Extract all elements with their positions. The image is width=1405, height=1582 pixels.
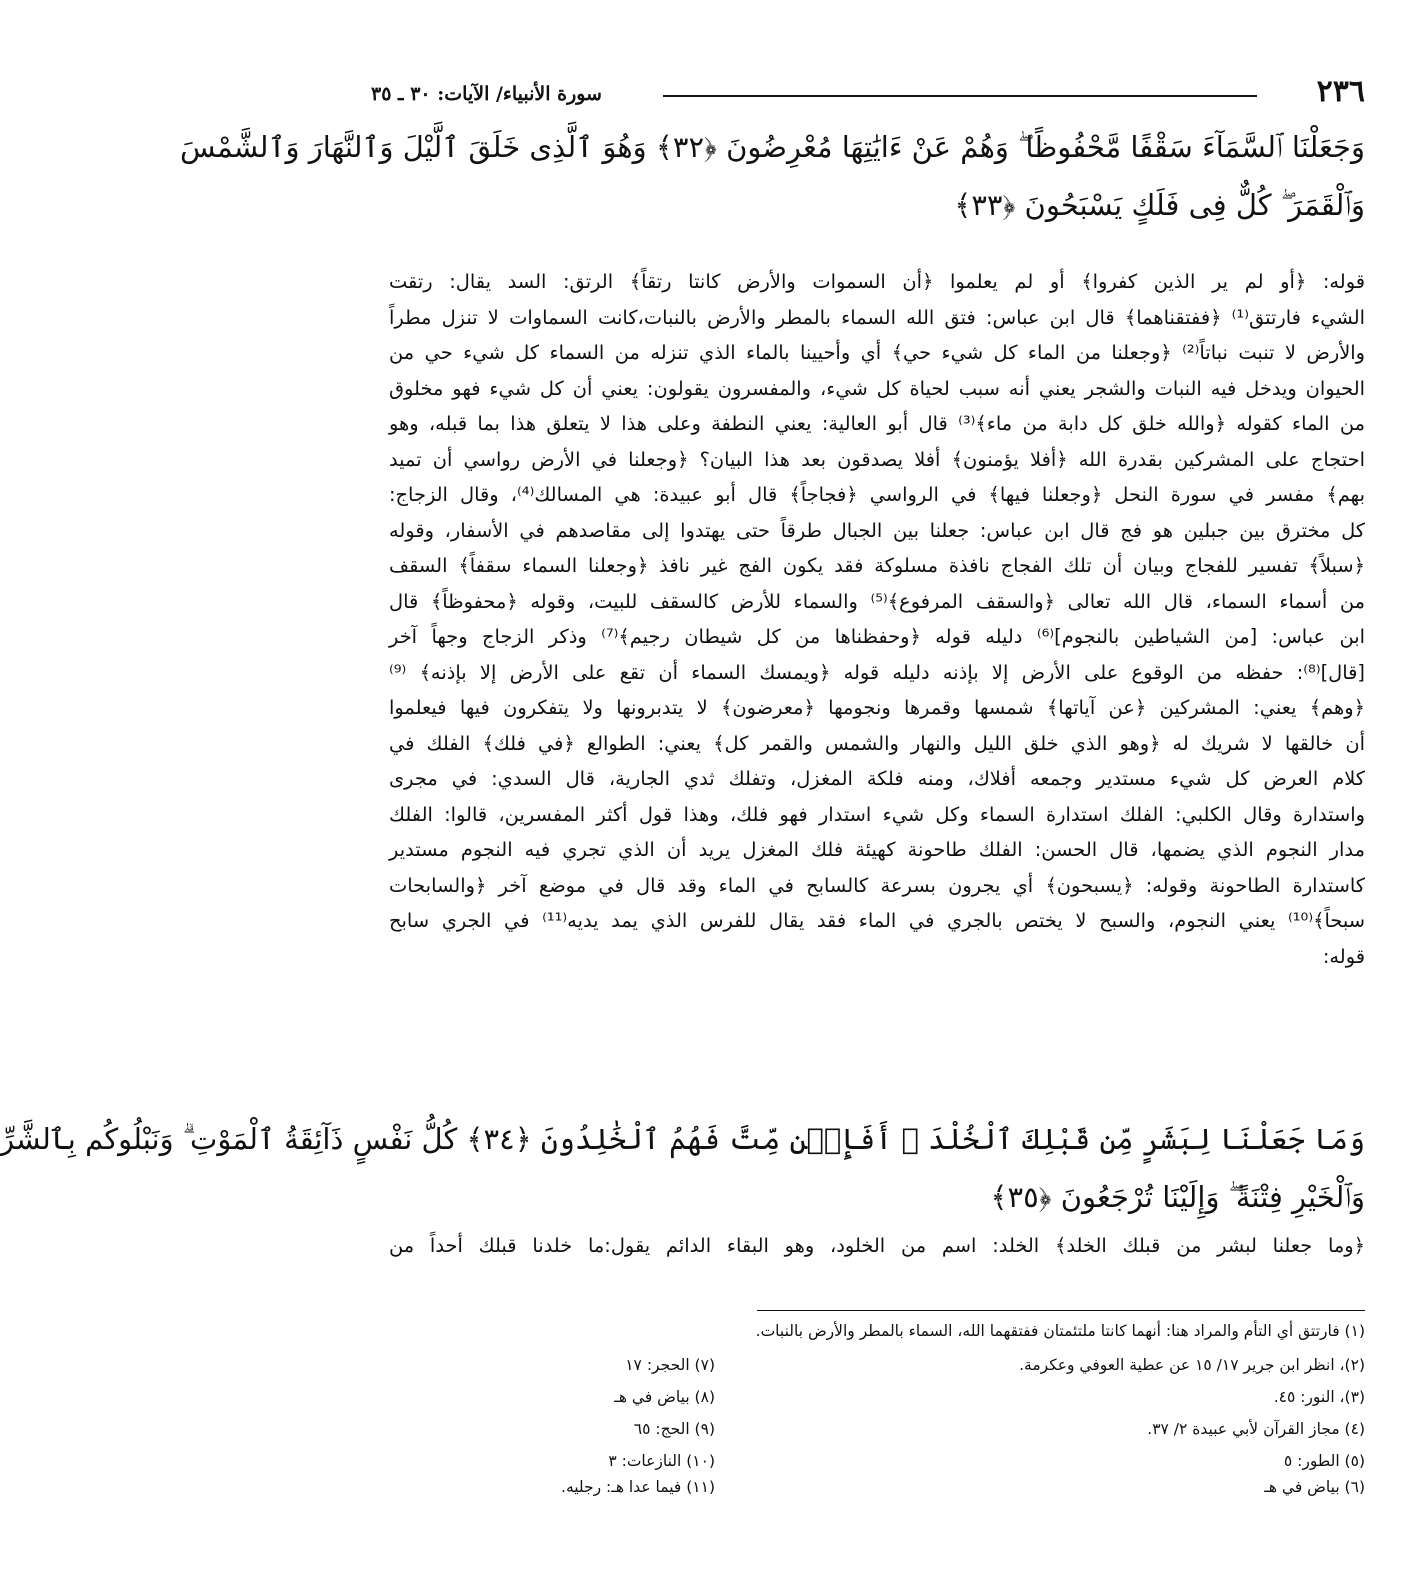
commentary-line: احتجاج على المشركين بقدرة الله ﴿أفلا يؤمنون﴾ أفلا يصدقون بعد هذا البيان؟ ﴿وجعلنا في الأرض رواسي أن تميد — [389, 447, 1365, 471]
footnote-item: (٢)، انظر ابن جرير ١٧/ ١٥ عن عطية العوفي وعكرمة. — [1019, 1356, 1365, 1374]
commentary-line: كلام العرض كل شيء مستدير وجمعه أفلاك، ومنه فلكة المغزل، وتفلك ثدي الجارية، قال السدي: في مجرى — [389, 767, 1365, 790]
commentary-line: كاستدارة الطاحونة وقوله: ﴿يسبحون﴾ أي يجرون بسرعة كالسابح في الماء وقد قال في موضع آخر ﴿والسابحات — [389, 873, 1365, 897]
commentary-line: بهم﴾ مفسر في سورة النحل ﴿وجعلنا فيها﴾ في الرواسي ﴿فجاجاً﴾ قال أبو عبيدة: هي المسالك⁽⁴⁾، وقال الزجاج: — [389, 483, 1365, 506]
commentary-text-2 — [389, 1228, 1365, 1264]
commentary-line: مدار النجوم الذي يضمها، قال الحسن: الفلك طاحونة كهيئة فلك المغزل يريد أن الذي تجري فيه النجوم مستدير — [389, 838, 1365, 861]
commentary-line: واستدارة وقال الكلبي: الفلك استدارة السماء وكل شيء استدار فهو فلك، وهذا قول أكثر المفسرين، قالوا: الفلك — [389, 802, 1365, 826]
footnote-item: (٧) الحجر: ١٧ — [625, 1356, 715, 1374]
footnote-separator — [757, 1310, 1365, 1311]
verse-line: وَٱلْخَيْرِ فِتْنَةً ۖ وَإِلَيْنَا تُرْجَعُونَ ﴿٣٥﴾ — [990, 1180, 1365, 1214]
commentary-line: أن خالقها لا شريك له ﴿وهو الذي خلق الليل والنهار والشمس والقمر كل﴾ يعني: الطوالع ﴿في فلك﴾ الفلك في — [389, 731, 1365, 755]
commentary-line: ﴿وهم﴾ يعني: المشركين ﴿عن آياتها﴾ شمسها وقمرها ونجومها ﴿معرضون﴾ لا يتدبرونها ولا يتفكرون فيها فيعلموا — [389, 696, 1365, 719]
commentary-line: ﴿وما جعلنا لبشر من قبلك الخلد﴾ الخلد: اسم من الخلود، وهو البقاء الدائم يقول:ما خلدنا قبلك أحداً من — [389, 1234, 1365, 1257]
footnotes — [389, 1316, 1365, 1496]
page-number: ٢٣٦ — [1316, 74, 1365, 109]
quran-verse-block-1 — [180, 118, 1365, 234]
commentary-line: ﴿سبلاً﴾ تفسير للفجاج وبيان أن تلك الفجاج نافذة مسلوكة فقد يكون الفج غير نافذ ﴿وجعلنا السماء سقفاً﴾ السقف — [389, 554, 1365, 577]
header-rule — [663, 95, 1257, 97]
footnote-item: (١٠) النازعات: ٣ — [608, 1452, 715, 1470]
footnote-item: (٦) بياض في هـ — [1264, 1478, 1365, 1496]
footnote-item: (٩) الحج: ٦٥ — [633, 1420, 715, 1438]
commentary-line: من أسماء السماء، قال الله تعالى ﴿والسقف المرفوع﴾⁽⁵⁾ والسماء للأرض كالسقف للبيت، وقوله ﴿محفوظاً﴾ قال — [389, 589, 1365, 613]
verse-line: وَمَا جَعَلْنَا لِبَشَرٍ مِّن قَبْلِكَ ٱلْخُلْدَ ۖ أَفَإِي۟ن مِّتَّ فَهُمُ ٱلْخَٰلِدُونَ ﴿٣٤﴾ كُلُّ نَفْسٍ ذَآئِقَةُ ٱلْمَوْتِ ۗ وَنَبْلُوكُم بِٱلشَّرِّ — [0, 1122, 1365, 1156]
footnote-item: (٣)، النور: ٤٥. — [1273, 1388, 1365, 1406]
page-header — [371, 74, 1365, 114]
commentary-text — [389, 264, 1365, 974]
commentary-line: ابن عباس: [من الشياطين بالنجوم]⁽⁶⁾ دليله قوله ﴿وحفظناها من كل شيطان رجيم﴾⁽⁷⁾ وذكر الزجاج وجهاً آخر — [389, 625, 1365, 648]
commentary-line: قوله: — [1322, 944, 1365, 968]
commentary-line: من الماء كقوله ﴿والله خلق كل دابة من ماء﴾⁽³⁾ قال أبو العالية: يعني النطفة وعلى هذا لا يتعلق هذا بما قبله، وهو — [389, 412, 1365, 435]
commentary-line: [قال]⁽⁸⁾: حفظه من الوقوع على الأرض إلا بإذنه دليله قوله ﴿ويمسك السماء أن تقع على الأرض إلا بإذنه﴾ ⁽⁹⁾ — [389, 660, 1365, 684]
commentary-line: قوله: ﴿أو لم ير الذين كفروا﴾ أو لم يعلموا ﴿أن السموات والأرض كانتا رتقاً﴾ الرتق: السد يقال: رتقت — [389, 270, 1365, 293]
quran-verse-block-2 — [0, 1110, 1365, 1226]
footnote-item: (٨) بياض في هـ — [614, 1388, 715, 1406]
commentary-line: سبحاً﴾⁽¹⁰⁾ يعني النجوم، والسبح لا يختص بالجري في الماء فقد يقال للفرس الذي يمد يديه⁽¹¹⁾ في الجري سابح — [389, 909, 1365, 932]
footnote-item: (٤) مجاز القرآن لأبي عبيدة ٢/ ٣٧. — [1147, 1420, 1365, 1438]
commentary-line: الشيء فارتتق⁽¹⁾ ﴿ففتقناهما﴾ قال ابن عباس: فتق الله السماء بالمطر والأرض بالنبات،كانت السماوات لا تنزل مطراً — [389, 305, 1365, 329]
verse-line: وَجَعَلْنَا ٱلسَّمَآءَ سَقْفًا مَّحْفُوظًا ۖ وَهُمْ عَنْ ءَايَٰتِهَا مُعْرِضُونَ ﴿٣٢﴾ وَهُوَ ٱلَّذِى خَلَقَ ٱلَّيْلَ وَٱلنَّهَارَ وَٱلشَّمْسَ — [180, 130, 1365, 164]
running-head: سورة الأنبياء/ الآيات: ٣٠ ـ ٣٥ — [371, 83, 602, 105]
commentary-line: كل مخترق بين جبلين هو فج قال ابن عباس: جعلنا بين الجبال طرقاً حتى يهتدوا إلى مقاصدهم في الأسفار، وقوله — [389, 518, 1365, 542]
verse-line: وَٱلْقَمَرَ ۖ كُلٌّ فِى فَلَكٍ يَسْبَحُونَ ﴿٣٣﴾ — [954, 188, 1365, 222]
footnote-item: (١) فارتتق أي التأم والمراد هنا: أنهما كانتا ملتئمتان ففتقهما الله، السماء بالمطر والأرض بالنبات. — [755, 1322, 1365, 1340]
commentary-line: الحيوان ويدخل فيه النبات والشجر يعني أنه سبب لحياة كل شيء، والمفسرون يقولون: يعني أن كل شيء فهو مخلوق — [389, 376, 1365, 400]
commentary-line: والأرض لا تنبت نباتاً⁽²⁾ ﴿وجعلنا من الماء كل شيء حي﴾ أي وأحيينا بالماء الذي تنزله من السماء كل شيء حي من — [389, 341, 1365, 364]
footnote-item: (٥) الطور: ٥ — [1283, 1452, 1365, 1470]
footnote-item: (١١) فيما عدا هـ: رجليه. — [561, 1478, 715, 1496]
